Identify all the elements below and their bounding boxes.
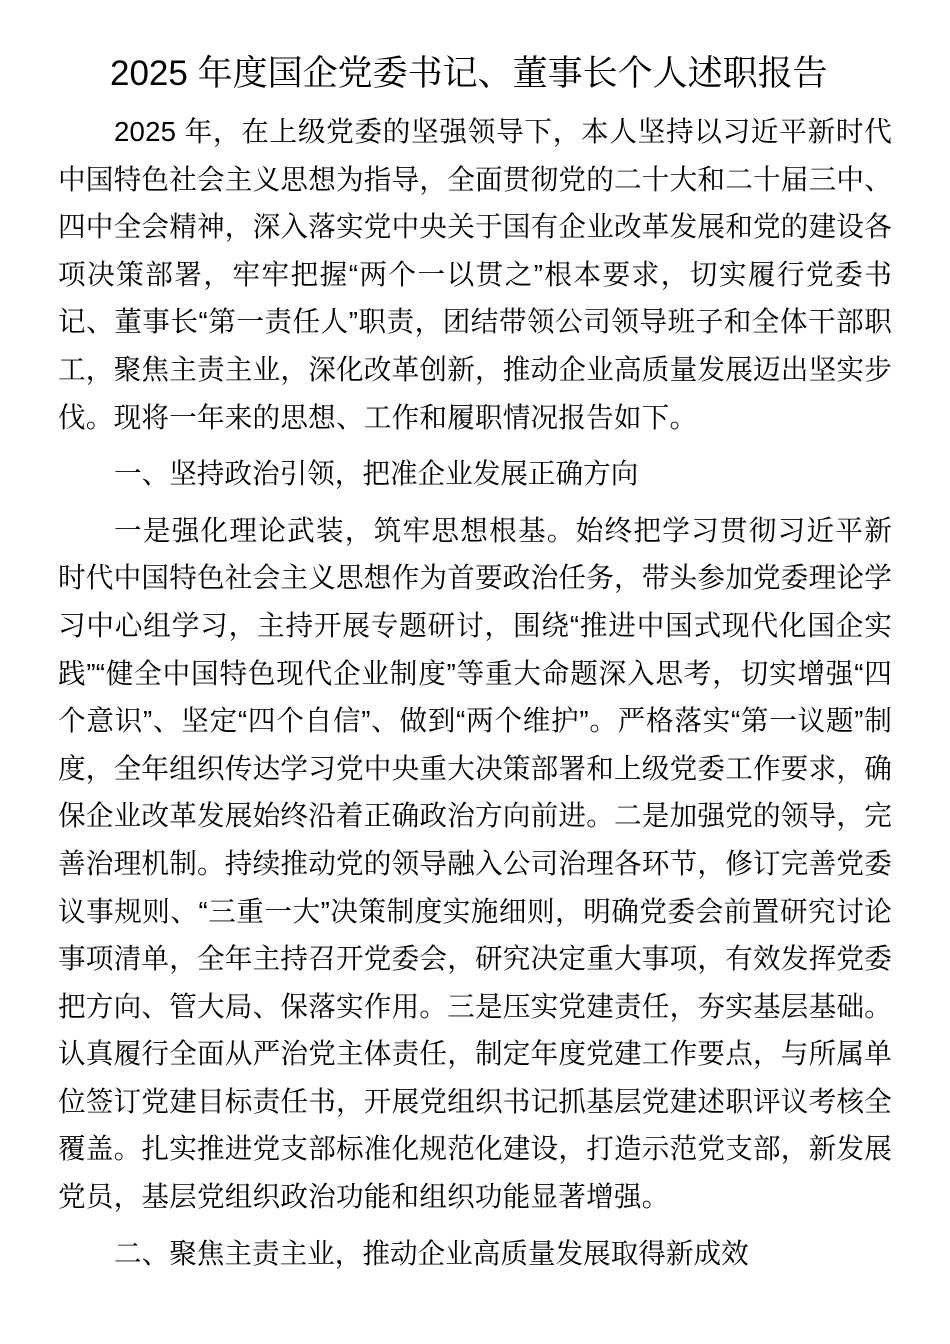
paragraph-spacer — [58, 441, 892, 450]
paragraph-spacer-two — [58, 1221, 892, 1230]
section-one-paragraph: 一是强化理论武装，筑牢思想根基。始终把学习贯彻习近平新时代中国特色社会主义思想作为首要政治任务，带头参加党委理论学习中心组学习，主持开展专题研讨，围绕“推进中国式现代化国企实践”“健全中国特色现代企业制度”等重大命题深入思考，切实增强“四个意识”、坚定“四个自信”、做到“两个维护”。严格落实“第一议题”制度，全年组织传达学习党中央重大决策部署和上级党委工作要求，确保企业改革发展始终沿着正确政治方向前进。二是加强党的领导，完善治理机制。持续推动党的领导融入公司治理各环节，修订完善党委议事规则、“三重一大”决策制度实施细则，明确党委会前置研究讨论事项清单，全年主持召开党委会，研究决定重大事项，有效发挥党委把方向、管大局、保落实作用。三是压实党建责任，夯实基层基础。认真履行全面从严治党主体责任，制定年度党建工作要点，与所属单位签订党建目标责任书，开展党组织书记抓基层党建述职评议考核全覆盖。扎实推进党支部标准化规范化建设，打造示范党支部，新发展党员，基层党组织政治功能和组织功能显著增强。 — [58, 514, 892, 1213]
heading-spacer — [58, 498, 892, 507]
section-heading-one: 一、坚持政治引领，把准企业发展正确方向 — [114, 458, 639, 490]
page-title: 2025 年度国企党委书记、董事长个人述职报告 — [110, 54, 828, 93]
intro-paragraph: 2025 年，在上级党委的坚强领导下，本人坚持以习近平新时代中国特色社会主义思想为指导，全面贯彻党的二十大和二十届三中、四中全会精神，深入落实党中央关于国有企业改革发展和党的建设各项决策部署，牢牢把握“两个一以贯之”根本要求，切实履行党委书记、董事长“第一责任人”职责，团结带领公司领导班子和全体干部职工，聚焦主责主业，深化改革创新，推动企业高质量发展迈出坚实步伐。现将一年来的思想、工作和履职情况报告如下。 — [58, 116, 892, 433]
section-heading-two: 二、聚焦主责主业，推动企业高质量发展取得新成效 — [114, 1237, 749, 1269]
document-body — [58, 48, 892, 1277]
